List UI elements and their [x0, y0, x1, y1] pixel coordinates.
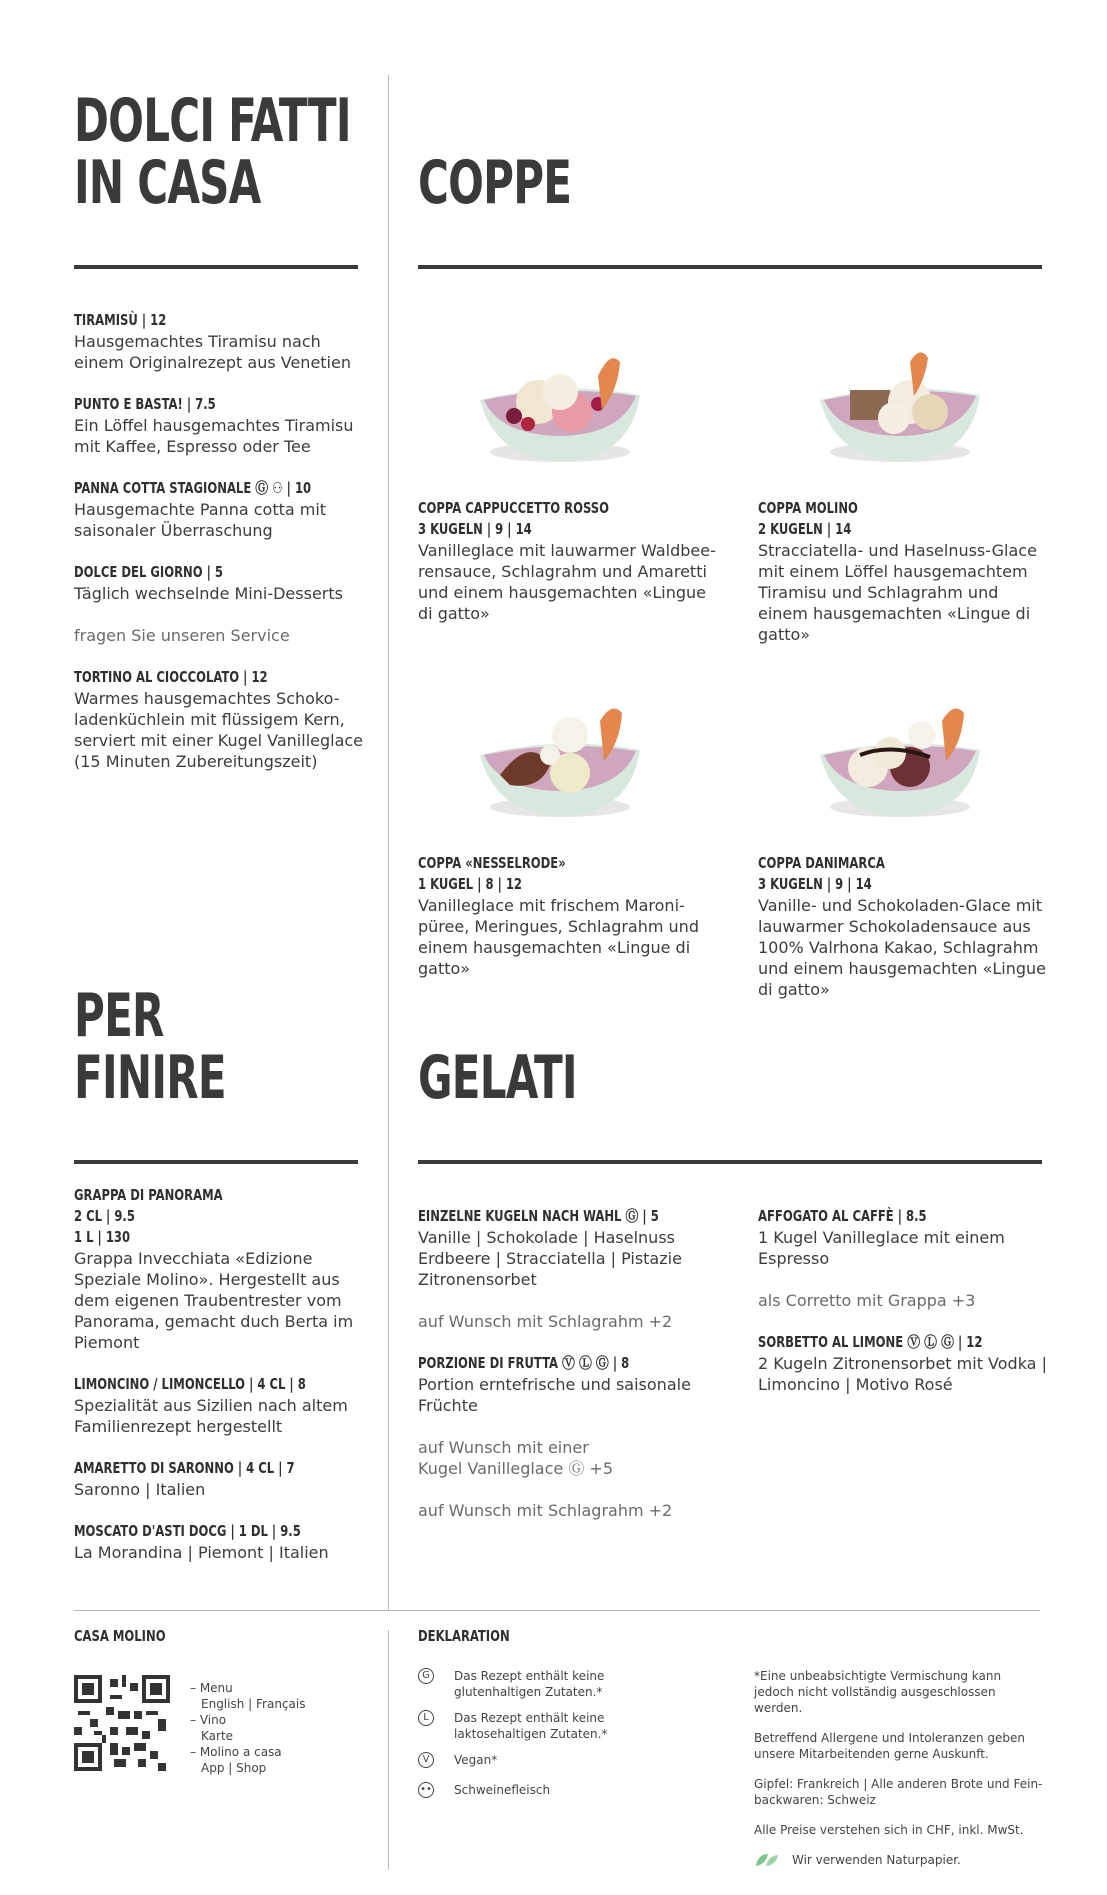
- heading-coppe: COPPE: [418, 148, 572, 218]
- bowl-image-danimarca: [810, 695, 990, 835]
- heading-dolci: DOLCI FATTI IN CASA: [74, 86, 351, 218]
- column-divider-top: [388, 75, 389, 1610]
- heading-gelati: GELATI: [418, 1043, 577, 1113]
- column-divider-footer: [388, 1630, 389, 1870]
- coppa-item: COPPA CAPPUCCETTO ROSSO 3 KUGELN | 9 | 14 Vanilleglace mit lauwarmer Waldbee-rensauce, Schlagrahm und Amaretti und einem hausgemachten «Lingue di gatto»: [418, 499, 716, 623]
- rule-gelati: [418, 1160, 1042, 1164]
- note-allergens: Betreffend Allergene und Intoleranzen geben unsere Mitarbeitenden gerne Auskunft.: [754, 1731, 1025, 1761]
- legend-item: V Vegan*: [418, 1752, 718, 1768]
- legend-list: [418, 1668, 718, 1798]
- finire-item: MOSCATO D'ASTI DOCG | 1 DL | 9.5 La Morandina | Piemont | Italien: [74, 1522, 329, 1562]
- dolci-item: TIRAMISÙ | 12 Hausgemachtes Tiramisu nach einem Originalrezept aus Venetien: [74, 311, 351, 372]
- footer-casa-title: CASA MOLINO: [74, 1627, 166, 1645]
- rule-finire: [74, 1160, 358, 1164]
- qr-code-icon[interactable]: [74, 1675, 170, 1771]
- legend-item: •• Schweinefleisch: [418, 1782, 718, 1798]
- rule-coppe: [418, 265, 1042, 269]
- rule-dolci: [74, 265, 358, 269]
- link-molino-a-casa[interactable]: – Molino a casa: [190, 1745, 282, 1759]
- gelati-item: PORZIONE DI FRUTTA Ⓥ Ⓛ Ⓖ | 8 Portion erntefrische und saisonale Früchte auf Wunsch mit einer Kugel Vanilleglace Ⓖ +5 auf Wunsch mit Schlagrahm +2: [418, 1354, 691, 1520]
- coppa-item: COPPA DANIMARCA 3 KUGELN | 9 | 14 Vanille- und Schokoladen-Glace mit lauwarmer Schokoladensauce aus 100% Valrhona Kakao, Schlagrahm und einem hausgemachten «Lingue di gatto»: [758, 854, 1046, 999]
- finire-item: AMARETTO DI SARONNO | 4 CL | 7 Saronno | Italien: [74, 1459, 295, 1499]
- note-mixing: *Eine unbeabsichtigte Vermischung kann jedoch nicht vollständig ausgeschlossen werden.: [754, 1669, 1002, 1715]
- coppa-item: COPPA MOLINO 2 KUGELN | 14 Stracciatella- und Haselnuss-Glace mit einem Löffel hausgemachtem Tiramisu und Schlagrahm und einem hausgemachten «Lingue di gatto»: [758, 499, 1037, 644]
- lactose-free-icon: L: [418, 1710, 434, 1726]
- legend-item: L Das Rezept enthält keine laktosehaltigen Zutaten.*: [418, 1710, 718, 1742]
- link-app-shop[interactable]: App | Shop: [201, 1761, 267, 1775]
- note-prices: Alle Preise verstehen sich in CHF, inkl. MwSt.: [754, 1823, 1024, 1837]
- note-bread: Gipfel: Frankreich | Alle anderen Brote und Fein-backwaren: Schweiz: [754, 1777, 1043, 1807]
- link-vino[interactable]: – Vino: [190, 1713, 227, 1727]
- finire-item: LIMONCINO / LIMONCELLO | 4 CL | 8 Spezialität aus Sizilien nach altem Familienrezept hergestellt: [74, 1375, 348, 1436]
- bowl-image-cappuccetto: [470, 340, 650, 480]
- gluten-free-icon: G: [418, 1668, 434, 1684]
- footer-deklaration-title: DEKLARATION: [418, 1627, 510, 1645]
- dolci-item: DOLCE DEL GIORNO | 5 Täglich wechselnde Mini-Desserts fragen Sie unseren Service: [74, 563, 343, 645]
- footer-links: [190, 1680, 310, 1776]
- link-menu[interactable]: – Menu: [190, 1681, 233, 1695]
- bowl-image-nesselrode: [470, 695, 650, 835]
- link-menu-languages[interactable]: English | Français: [201, 1697, 306, 1711]
- leaf-icon: [754, 1852, 780, 1868]
- footer-notes: [754, 1668, 1044, 1868]
- bowl-image-molino: [810, 340, 990, 480]
- gelati-item: SORBETTO AL LIMONE Ⓥ Ⓛ Ⓖ | 12 2 Kugeln Zitronensorbet mit Vodka | Limoncino | Motivo Rosé: [758, 1333, 1047, 1394]
- gelati-item: AFFOGATO AL CAFFÈ | 8.5 1 Kugel Vanilleglace mit einem Espresso als Corretto mit Grappa +3: [758, 1207, 1005, 1310]
- dolci-item: PANNA COTTA STAGIONALE Ⓖ ⚇ | 10 Hausgemachte Panna cotta mit saisonaler Überraschung: [74, 479, 327, 540]
- link-vino-karte[interactable]: Karte: [201, 1729, 234, 1743]
- pork-icon: ••: [418, 1782, 434, 1798]
- footer-divider: [74, 1610, 1040, 1611]
- finire-item: GRAPPA DI PANORAMA 2 CL | 9.5 1 L | 130 Grappa Invecchiata «Edizione Speziale Molino». Hergestellt aus dem eigenen Traubentrester vom Panorama, gemacht duch Berta im Piemont: [74, 1186, 354, 1352]
- note-paper: Wir verwenden Naturpapier.: [754, 1852, 1044, 1868]
- dolci-item: PUNTO E BASTA! | 7.5 Ein Löffel hausgemachtes Tiramisu mit Kaffee, Espresso oder Tee: [74, 395, 354, 456]
- heading-per-finire: PER FINIRE: [74, 981, 226, 1113]
- legend-item: G Das Rezept enthält keine glutenhaltigen Zutaten.*: [418, 1668, 718, 1700]
- gelati-item: EINZELNE KUGELN NACH WAHL Ⓖ | 5 Vanille | Schokolade | Haselnuss Erdbeere | Stracciatella | Pistazie Zitronensorbet auf Wunsch mit Schlagrahm +2: [418, 1207, 682, 1331]
- dolci-item: TORTINO AL CIOCCOLATO | 12 Warmes hausgemachtes Schoko-ladenküchlein mit flüssigem Kern, serviert mit einer Kugel Vanilleglace (15 Minuten Zubereitungszeit): [74, 668, 364, 771]
- vegan-icon: V: [418, 1752, 434, 1768]
- coppa-item: COPPA «NESSELRODE» 1 KUGEL | 8 | 12 Vanilleglace mit frischem Maroni-püree, Meringues, Schlagrahm und einem hausgemachten «Lingue di gatto»: [418, 854, 699, 978]
